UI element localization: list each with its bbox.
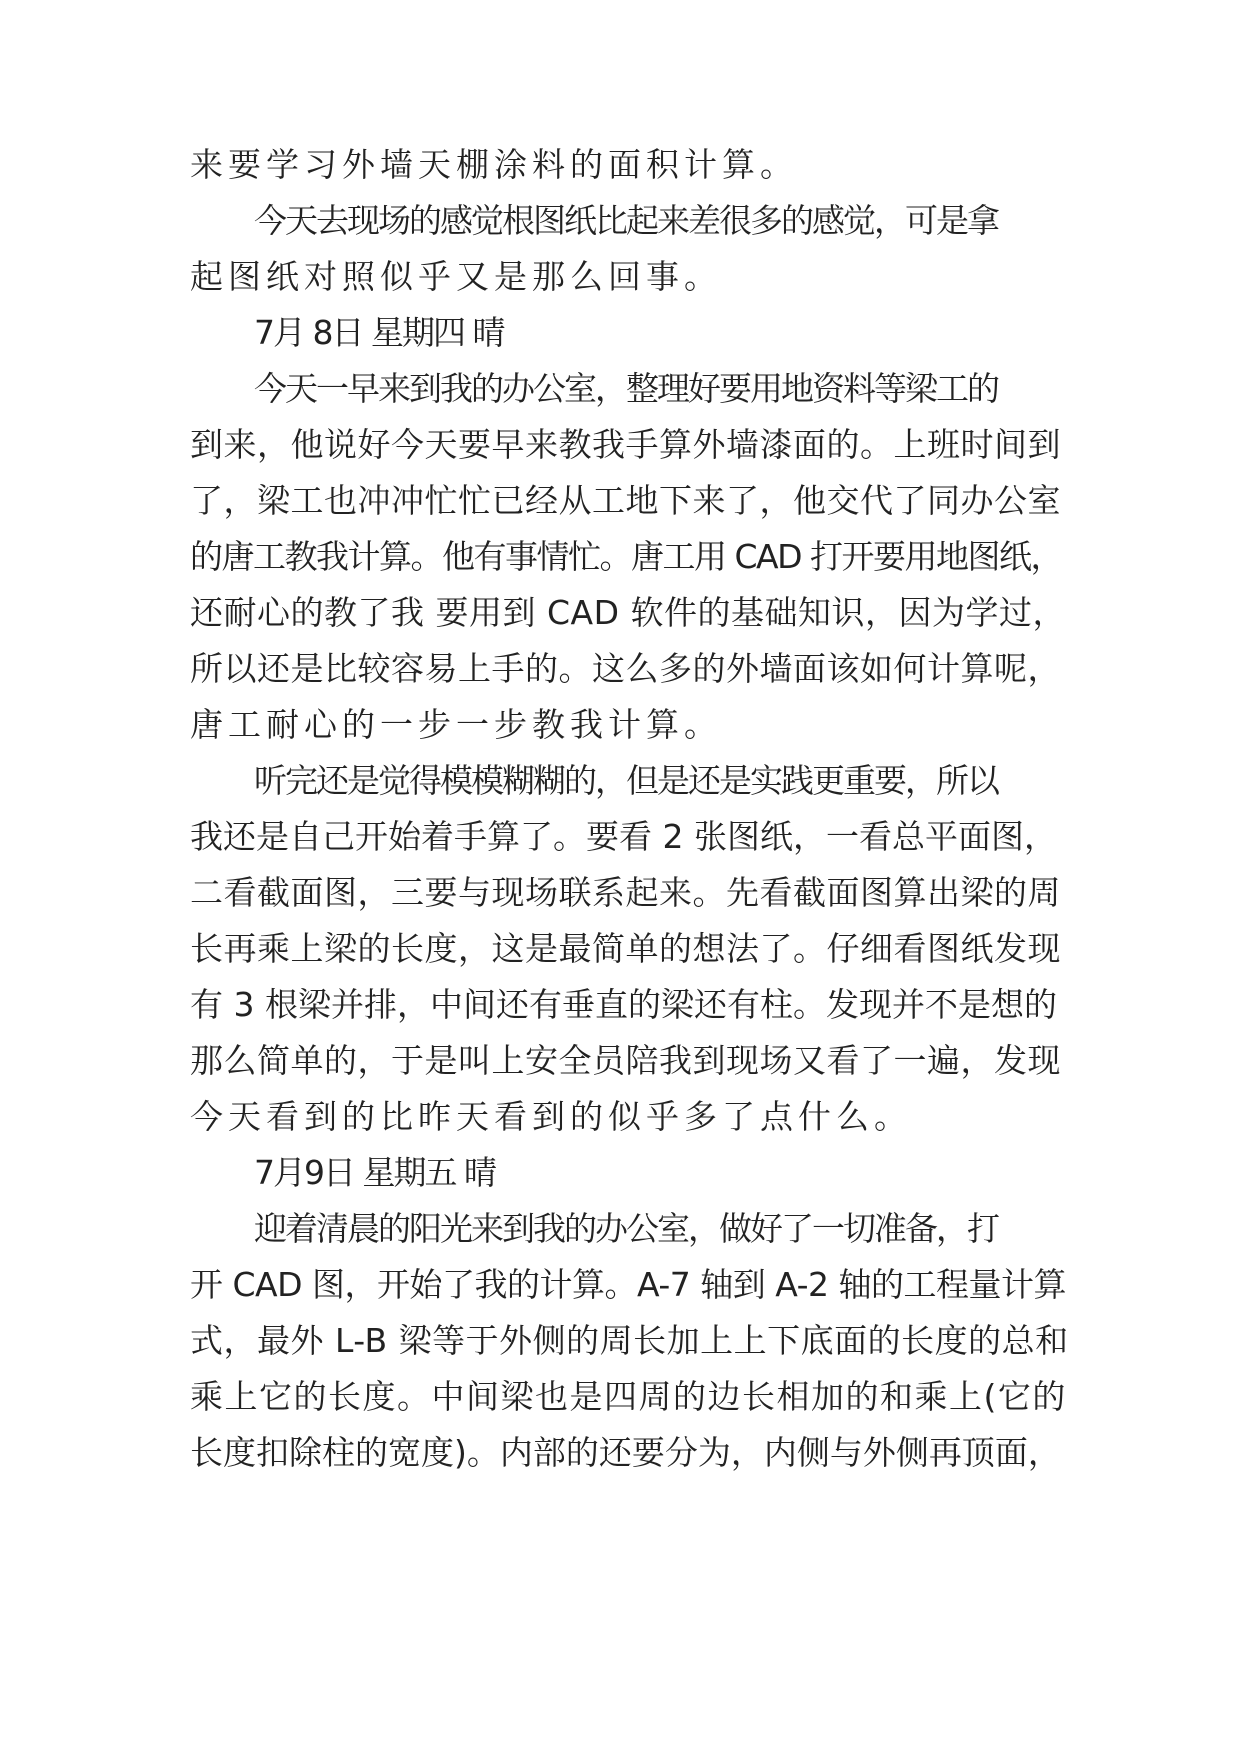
text-line: 有 3 根梁并排，中间还有垂直的梁还有柱。发现并不是想的: [190, 985, 1057, 1024]
text-line: 二看截面图，三要与现场联系起来。先看截面图算出梁的周: [190, 873, 1061, 912]
text-line: 迎着清晨的阳光来到我的办公室，做好了一切准备，打: [254, 1209, 998, 1248]
text-line: 今天一早来到我的办公室，整理好要用地资料等梁工的: [254, 369, 998, 408]
text-line: 听完还是觉得模模糊糊的，但是还是实践更重要，所以: [254, 761, 998, 800]
text-line: 长再乘上梁的长度，这是最简单的想法了。仔细看图纸发现: [190, 929, 1061, 968]
text-line: 长度扣除柱的宽度)。内部的还要分为，内侧与外侧再顶面，: [190, 1433, 1061, 1472]
text-line: 的唐工教我计算。他有事情忙。唐工用 CAD 打开要用地图纸，: [190, 537, 1063, 576]
text-line: 乘上它的长度。中间梁也是四周的边长相加的和乘上(它的: [190, 1377, 1067, 1416]
text-line: 到来，他说好今天要早来教我手算外墙漆面的。上班时间到: [190, 425, 1061, 464]
text-line: 式，最外 L-B 梁等于外侧的周长加上上下底面的长度的总和: [190, 1321, 1069, 1360]
text-line: 唐工耐心的一步一步教我计算。: [190, 705, 722, 744]
text-line: 了，梁工也冲冲忙忙已经从工地下来了，他交代了同办公室: [190, 481, 1061, 520]
text-line: 起图纸对照似乎又是那么回事。: [190, 257, 722, 296]
text-line: 今天看到的比昨天看到的似乎多了点什么。: [190, 1097, 912, 1136]
text-line: 还耐心的教了我 要用到 CAD 软件的基础知识，因为学过，: [190, 593, 1066, 632]
date-heading: 7月 8日 星期四 晴: [254, 313, 504, 352]
date-heading: 7月9日 星期五 晴: [254, 1153, 495, 1192]
text-line: 所以还是比较容易上手的。这么多的外墙面该如何计算呢，: [190, 649, 1061, 688]
text-line: 我还是自己开始着手算了。要看 2 张图纸，一看总平面图，: [190, 817, 1057, 856]
text-line: 开 CAD 图，开始了我的计算。A-7 轴到 A-2 轴的工程量计算: [190, 1265, 1066, 1304]
text-line: 那么简单的，于是叫上安全员陪我到现场又看了一遍，发现: [190, 1041, 1061, 1080]
text-line: 今天去现场的感觉根图纸比起来差很多的感觉，可是拿: [254, 201, 998, 240]
text-line: 来要学习外墙天棚涂料的面积计算。: [190, 145, 798, 184]
